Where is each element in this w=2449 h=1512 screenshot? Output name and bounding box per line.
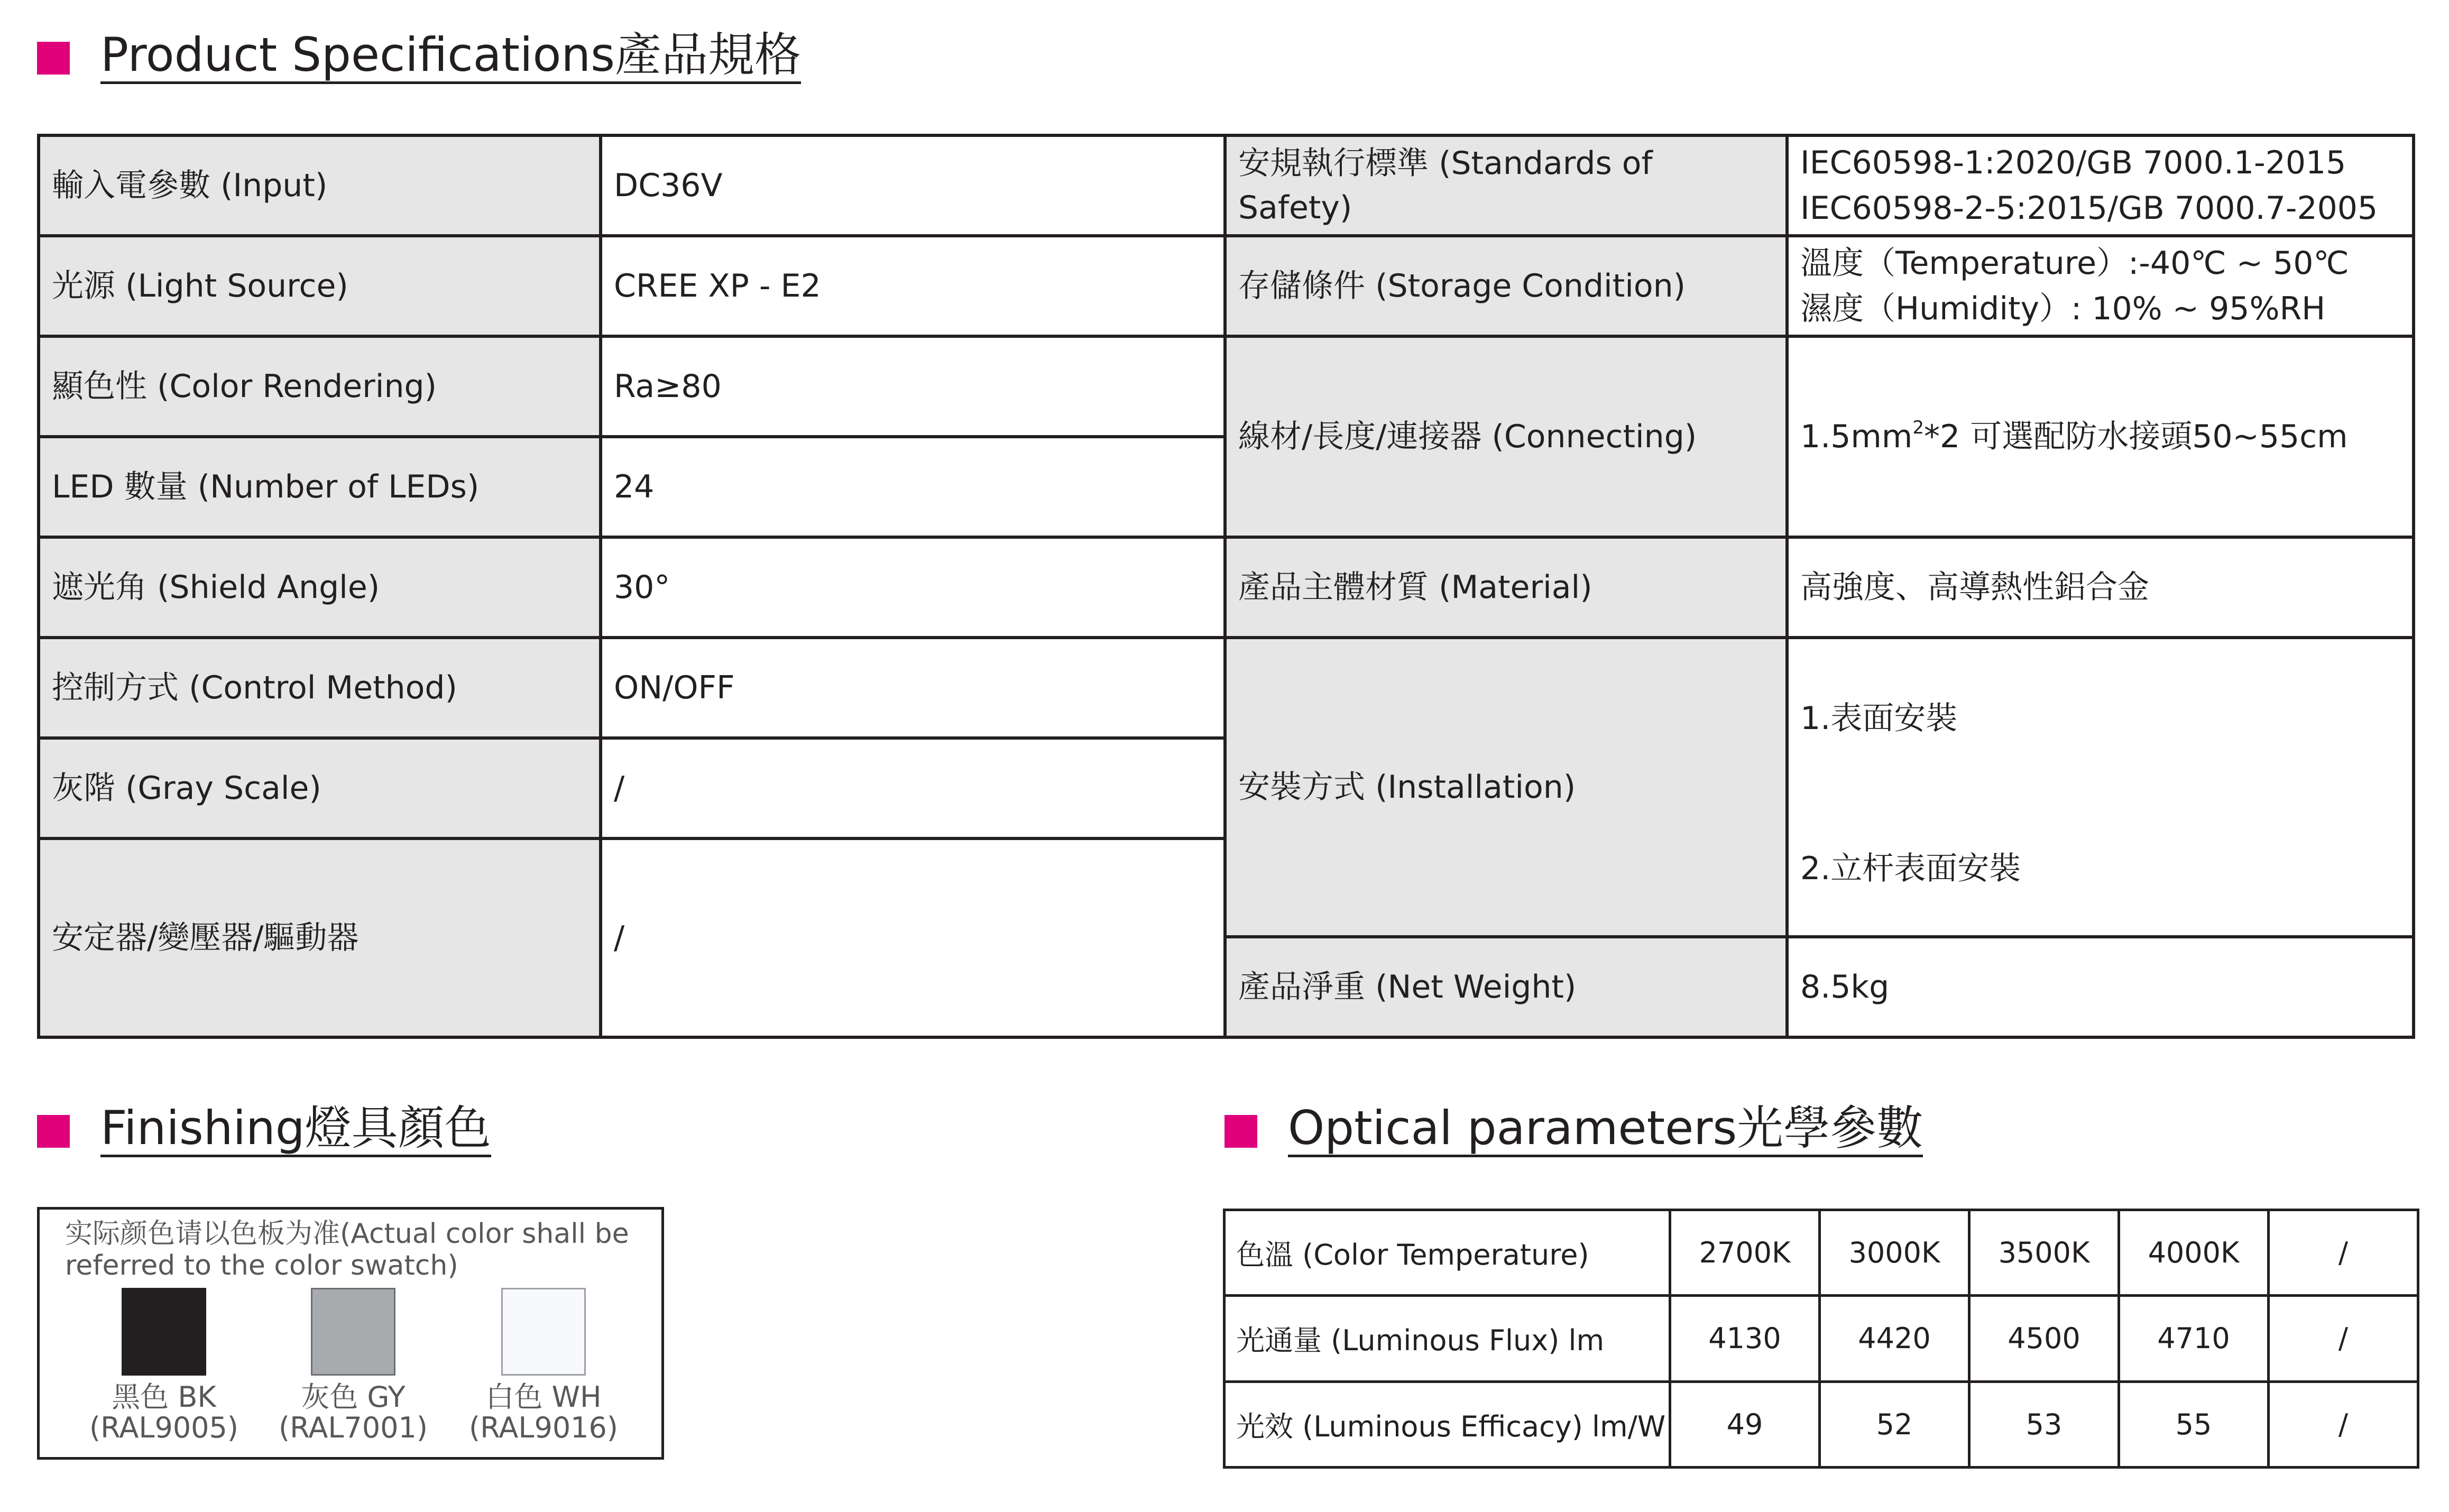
optical-cell: 53 xyxy=(1969,1381,2119,1467)
table-row xyxy=(1224,1296,2418,1381)
swatch-name: 黑色 BK xyxy=(112,1380,216,1414)
table-row xyxy=(39,135,2414,236)
table-row xyxy=(39,336,2414,437)
spec-value-led-count: 24 xyxy=(601,437,1225,537)
swatch-white xyxy=(464,1288,623,1443)
swatch-ral: (RAL7001) xyxy=(279,1411,428,1444)
optical-label: 光效 (Luminous Efficacy) lm/W xyxy=(1224,1381,1670,1467)
spec-value-connecting xyxy=(1787,336,2414,537)
spec-table xyxy=(37,134,2415,1039)
finishing-section-header xyxy=(37,1101,491,1157)
storage-humidity: 濕度（Humidity）: 10% ~ 95%RH xyxy=(1800,290,2326,327)
color-chip-black xyxy=(122,1288,206,1376)
installation-option-2: 2.立杆表面安裝 xyxy=(1800,850,2021,887)
optical-label: 色溫 (Color Temperature) xyxy=(1224,1210,1670,1296)
spec-label-shield-angle: 遮光角 (Shield Angle) xyxy=(39,537,601,638)
spec-label-connecting: 線材/長度/連接器 (Connecting) xyxy=(1225,336,1787,537)
finishing-note: 实际颜色请以色板为准(Actual color shall be referred to the color swatch) xyxy=(65,1218,629,1281)
swatch-gray xyxy=(274,1288,432,1443)
connecting-post: *2 可選配防水接頭50~55cm xyxy=(1923,418,2348,455)
optical-cell: / xyxy=(2269,1381,2418,1467)
connecting-pre: 1.5mm xyxy=(1800,418,1913,455)
spec-value-input: DC36V xyxy=(601,135,1225,236)
optical-cell: 2700K xyxy=(1670,1210,1820,1296)
table-row xyxy=(1224,1381,2418,1467)
optical-cell: / xyxy=(2269,1296,2418,1381)
spec-value-net-weight: 8.5kg xyxy=(1787,937,2414,1037)
optical-cell: 49 xyxy=(1670,1381,1820,1467)
optical-cell: 3000K xyxy=(1820,1210,1969,1296)
spec-label-input: 輸入電參數 (Input) xyxy=(39,135,601,236)
optical-cell: 4500 xyxy=(1969,1296,2119,1381)
swatch-ral: (RAL9016) xyxy=(469,1411,618,1444)
swatch-black xyxy=(85,1288,243,1443)
section-marker-icon xyxy=(37,1115,70,1148)
spec-section-header xyxy=(37,27,801,84)
spec-value-storage xyxy=(1787,236,2414,336)
spec-value-material: 高強度、高導熱性鋁合金 xyxy=(1787,537,2414,638)
spec-label-ballast: 安定器/變壓器/驅動器 xyxy=(39,838,601,1037)
color-chip-white xyxy=(501,1288,586,1376)
optical-cell: 4130 xyxy=(1670,1296,1820,1381)
optical-cell: 55 xyxy=(2119,1381,2269,1467)
table-row xyxy=(1224,1210,2418,1296)
optical-cell: 3500K xyxy=(1969,1210,2119,1296)
color-chip-gray xyxy=(311,1288,395,1376)
swatch-ral: (RAL9005) xyxy=(89,1411,238,1444)
spec-label-installation: 安裝方式 (Installation) xyxy=(1225,638,1787,937)
storage-temperature: 溫度（Temperature）:-40℃ ~ 50℃ xyxy=(1800,245,2349,282)
section-marker-icon xyxy=(1224,1115,1257,1148)
spec-label-gray-scale: 灰階 (Gray Scale) xyxy=(39,738,601,838)
spec-value-color-rendering: Ra≥80 xyxy=(601,336,1225,437)
optical-label: 光通量 (Luminous Flux) lm xyxy=(1224,1296,1670,1381)
spec-value-gray-scale: / xyxy=(601,738,1225,838)
optical-section-header xyxy=(1224,1101,1923,1157)
spec-label-control-method: 控制方式 (Control Method) xyxy=(39,638,601,738)
table-row xyxy=(39,236,2414,336)
finishing-panel xyxy=(37,1207,664,1460)
section-marker-icon xyxy=(37,42,70,75)
optical-cell: 4420 xyxy=(1820,1296,1969,1381)
spec-label-color-rendering: 顯色性 (Color Rendering) xyxy=(39,336,601,437)
optical-cell: 4710 xyxy=(2119,1296,2269,1381)
page-title: Product Specifications產品規格 xyxy=(100,32,801,84)
optical-table xyxy=(1223,1209,2419,1469)
spec-value-control-method: ON/OFF xyxy=(601,638,1225,738)
safety-standard-1: IEC60598-1:2020/GB 7000.1-2015 xyxy=(1800,144,2346,181)
spec-label-storage: 存儲條件 (Storage Condition) xyxy=(1225,236,1787,336)
spec-value-shield-angle: 30° xyxy=(601,537,1225,638)
optical-cell: / xyxy=(2269,1210,2418,1296)
spec-value-installation xyxy=(1787,638,2414,937)
installation-option-1: 1.表面安裝 xyxy=(1800,700,1958,737)
finishing-title: Finishing燈具顏色 xyxy=(100,1105,491,1157)
spec-label-material: 產品主體材質 (Material) xyxy=(1225,537,1787,638)
safety-standard-2: IEC60598-2-5:2015/GB 7000.7-2005 xyxy=(1800,190,2378,227)
spec-value-light-source: CREE XP - E2 xyxy=(601,236,1225,336)
spec-value-ballast: / xyxy=(601,838,1225,1037)
optical-cell: 52 xyxy=(1820,1381,1969,1467)
spec-label-safety: 安規執行標準 (Standards of Safety) xyxy=(1225,135,1787,236)
spec-value-safety xyxy=(1787,135,2414,236)
swatch-name: 白色 WH xyxy=(485,1380,602,1414)
table-row xyxy=(39,638,2414,738)
spec-label-led-count: LED 數量 (Number of LEDs) xyxy=(39,437,601,537)
optical-cell: 4000K xyxy=(2119,1210,2269,1296)
swatch-name: 灰色 GY xyxy=(301,1380,406,1414)
spec-label-light-source: 光源 (Light Source) xyxy=(39,236,601,336)
table-row xyxy=(39,537,2414,638)
optical-title: Optical parameters光學參數 xyxy=(1288,1105,1923,1157)
connecting-sup: 2 xyxy=(1912,417,1924,438)
spec-label-net-weight: 產品淨重 (Net Weight) xyxy=(1225,937,1787,1037)
